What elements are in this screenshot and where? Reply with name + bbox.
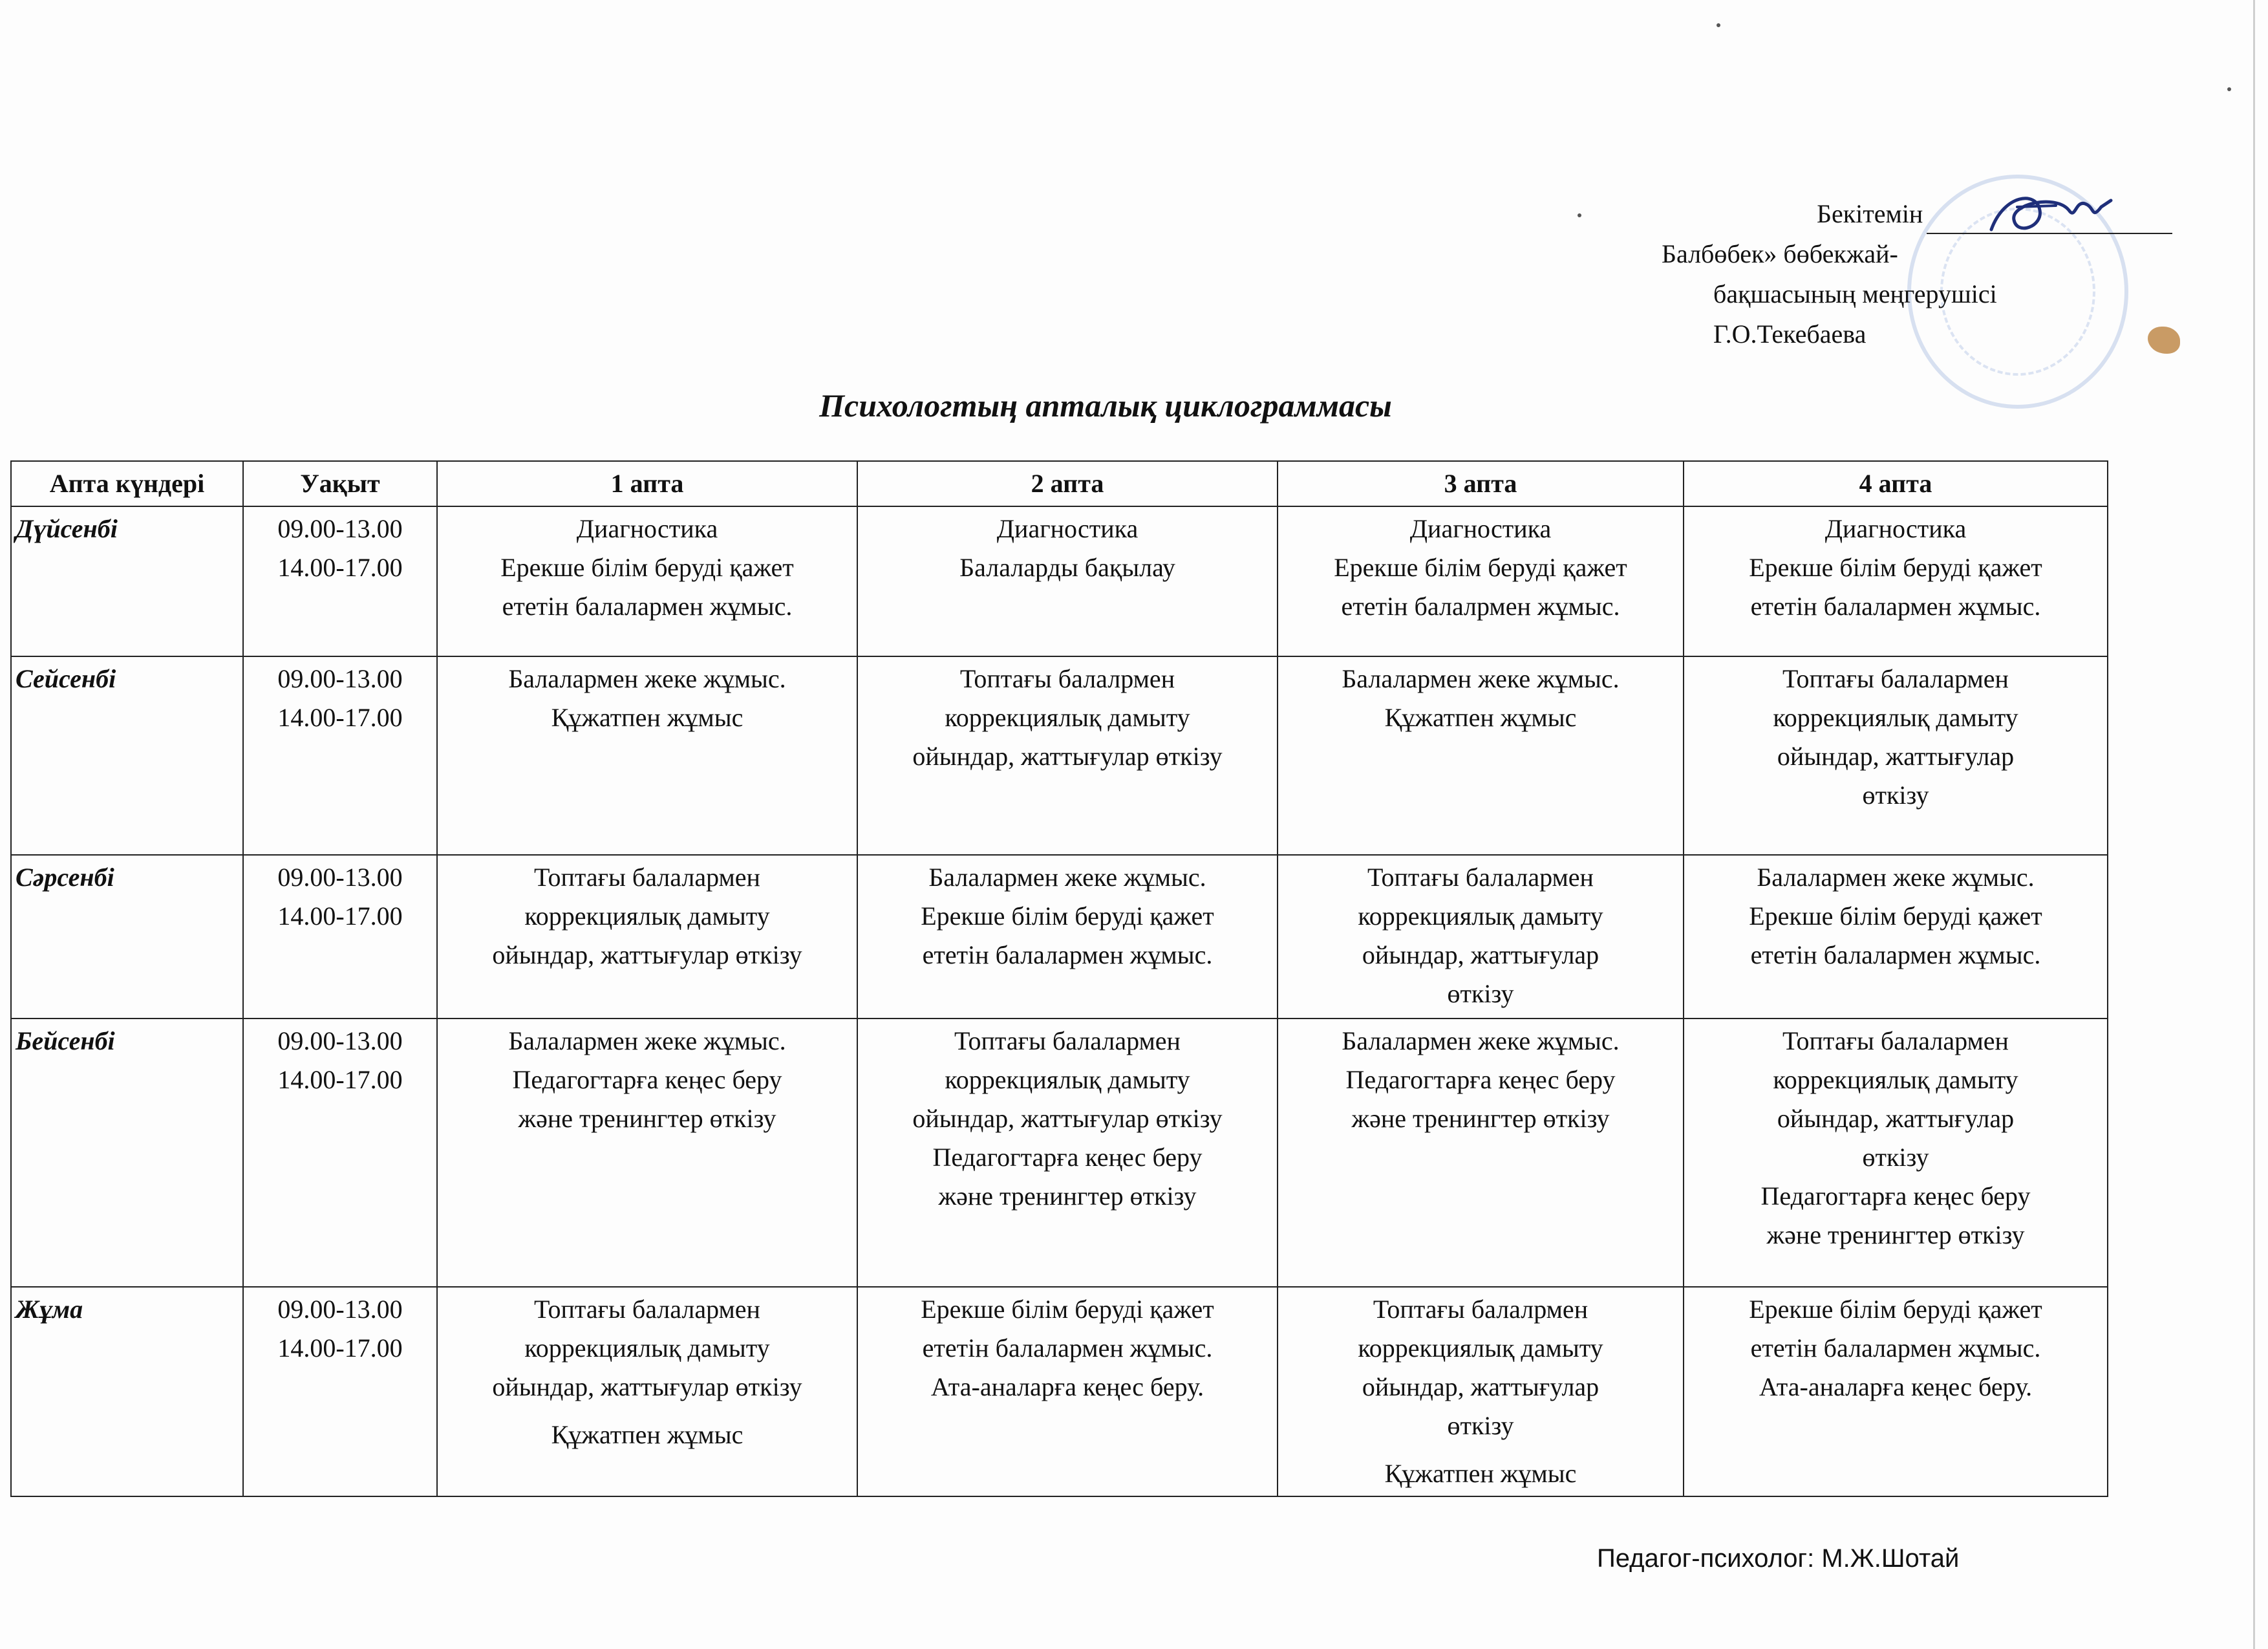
activity-line: Ерекше білім беруді қажет <box>1749 553 2042 582</box>
activity-line: коррекциялық дамыту <box>524 901 770 931</box>
activity-line: Топтағы балалармен <box>534 863 760 892</box>
activity-cell <box>857 656 1278 855</box>
activity-cell <box>437 656 857 855</box>
activity-line: ететін балалармен жұмыс. <box>1750 940 2041 969</box>
time-afternoon: 14.00-17.00 <box>277 553 403 582</box>
activity-cell <box>1278 1287 1684 1496</box>
table-header-row <box>11 461 2108 506</box>
signature-line <box>1927 207 2172 234</box>
header-cell: 2 апта <box>857 461 1278 506</box>
activity-line: және тренингтер өткізу <box>938 1181 1197 1211</box>
time-morning: 09.00-13.00 <box>277 514 403 543</box>
activity-line: Балалармен жеке жұмыс. <box>1757 863 2035 892</box>
activity-line: Ата-аналарға кеңес беру. <box>1759 1372 2033 1401</box>
activity-line: Балаларды бақылау <box>959 553 1175 582</box>
activity-cell <box>1278 506 1684 656</box>
activity-line: Педагогтарға кеңес беру <box>1345 1065 1616 1094</box>
activity-cell <box>1278 656 1684 855</box>
time-afternoon: 14.00-17.00 <box>277 901 403 931</box>
activity-line: Құжатпен жұмыс <box>1384 703 1577 732</box>
approval-name: Г.О.Текебаева <box>1713 319 1867 349</box>
table-row <box>11 506 2108 656</box>
activity-line: ететін балалармен жұмыс. <box>922 940 1213 969</box>
approval-position: бақшасының меңгерушісі <box>1713 279 1997 308</box>
activity-line: ойындар, жаттығулар <box>1777 742 2015 771</box>
activity-line: өткізу <box>1862 781 1929 810</box>
time-morning: 09.00-13.00 <box>277 1026 403 1055</box>
activity-line: коррекциялық дамыту <box>1773 703 2018 732</box>
activity-cell <box>1278 1018 1684 1287</box>
table-row <box>11 656 2108 855</box>
time-cell <box>243 1018 437 1287</box>
activity-cell <box>437 1018 857 1287</box>
approval-block <box>1616 194 2198 354</box>
activity-cell <box>857 855 1278 1018</box>
activity-line: Ерекше білім беруді қажет <box>1749 1295 2042 1324</box>
table-row <box>11 1287 2108 1496</box>
activity-line: коррекциялық дамыту <box>1358 1333 1603 1363</box>
header-cell: 1 апта <box>437 461 857 506</box>
activity-line: Топтағы балалармен <box>534 1295 760 1324</box>
time-morning: 09.00-13.00 <box>277 1295 403 1324</box>
activity-line: коррекциялық дамыту <box>524 1333 770 1363</box>
activity-line: және тренингтер өткізу <box>518 1104 776 1133</box>
activity-line: ойындар, жаттығулар өткізу <box>912 1104 1223 1133</box>
scan-speck <box>2227 87 2231 91</box>
activity-line: Құжатпен жұмыс <box>551 703 744 732</box>
activity-cell <box>437 855 857 1018</box>
day-cell: Дүйсенбі <box>11 506 243 656</box>
activity-line: ойындар, жаттығулар өткізу <box>912 742 1223 771</box>
activity-cell <box>857 1018 1278 1287</box>
activity-line: ойындар, жаттығулар <box>1362 940 1599 969</box>
activity-line: Педагогтарға кеңес беру <box>932 1143 1203 1172</box>
header-cell: 4 апта <box>1684 461 2108 506</box>
activity-line: Педагогтарға кеңес беру <box>512 1065 782 1094</box>
time-cell <box>243 656 437 855</box>
header-cell: 3 апта <box>1278 461 1684 506</box>
activity-line: өткізу <box>1447 979 1514 1008</box>
activity-line: Құжатпен жұмыс <box>551 1420 744 1449</box>
activity-line: және тренингтер өткізу <box>1766 1220 2025 1249</box>
time-cell <box>243 855 437 1018</box>
table-row <box>11 1018 2108 1287</box>
activity-line: ететін балалармен жұмыс. <box>502 592 793 621</box>
activity-cell <box>1684 1018 2108 1287</box>
time-cell <box>243 506 437 656</box>
activity-line: коррекциялық дамыту <box>1773 1065 2018 1094</box>
activity-line: Диагностика <box>576 514 718 543</box>
activity-cell <box>437 506 857 656</box>
day-cell: Бейсенбі <box>11 1018 243 1287</box>
document-title: Психологтың апталық циклограммасы <box>819 387 1392 424</box>
activity-line: Топтағы балалрмен <box>1373 1295 1589 1324</box>
table-row <box>11 855 2108 1018</box>
activity-line: Ата-аналарға кеңес беру. <box>930 1372 1204 1401</box>
activity-cell <box>857 1287 1278 1496</box>
activity-line: Ерекше білім беруді қажет <box>921 1295 1214 1324</box>
activity-line: ететін балалармен жұмыс. <box>1750 592 2041 621</box>
activity-line: Балалармен жеке жұмыс. <box>508 664 786 693</box>
activity-cell <box>1684 1287 2108 1496</box>
activity-line: ойындар, жаттығулар <box>1362 1372 1599 1401</box>
activity-line: ойындар, жаттығулар <box>1777 1104 2015 1133</box>
activity-cell <box>437 1287 857 1496</box>
activity-line: Балалармен жеке жұмыс. <box>1342 1026 1620 1055</box>
time-afternoon: 14.00-17.00 <box>277 703 403 732</box>
activity-cell <box>1684 855 2108 1018</box>
header-cell: Апта күндері <box>11 461 243 506</box>
scan-speck <box>1578 213 1581 217</box>
activity-line: Құжатпен жұмыс <box>1384 1459 1577 1488</box>
activity-line: ететін балалармен жұмыс. <box>922 1333 1213 1363</box>
activity-line: Балалармен жеке жұмыс. <box>1342 664 1620 693</box>
time-afternoon: 14.00-17.00 <box>277 1065 403 1094</box>
activity-line: Топтағы балалрмен <box>959 664 1175 693</box>
activity-line: Ерекше білім беруді қажет <box>1749 901 2042 931</box>
header-cell: Уақыт <box>243 461 437 506</box>
activity-line: Топтағы балалармен <box>1367 863 1594 892</box>
day-cell: Сейсенбі <box>11 656 243 855</box>
activity-line: коррекциялық дамыту <box>945 703 1190 732</box>
activity-cell <box>1684 656 2108 855</box>
activity-cell <box>1278 855 1684 1018</box>
day-cell: Жұма <box>11 1287 243 1496</box>
scan-edge-line <box>2253 0 2255 1649</box>
activity-line: ететін балалрмен жұмыс. <box>1341 592 1620 621</box>
activity-line: ететін балалармен жұмыс. <box>1750 1333 2041 1363</box>
activity-line: коррекциялық дамыту <box>1358 901 1603 931</box>
schedule-table <box>10 460 2108 1497</box>
activity-line: өткізу <box>1447 1411 1514 1440</box>
activity-line: Топтағы балалармен <box>954 1026 1181 1055</box>
time-afternoon: 14.00-17.00 <box>277 1333 403 1363</box>
day-cell: Сәрсенбі <box>11 855 243 1018</box>
activity-cell <box>857 506 1278 656</box>
activity-line: Диагностика <box>1824 514 1967 543</box>
activity-line: және тренингтер өткізу <box>1351 1104 1610 1133</box>
scan-speck <box>1717 23 1720 27</box>
time-morning: 09.00-13.00 <box>277 664 403 693</box>
activity-line: өткізу <box>1862 1143 1929 1172</box>
approval-label: Бекітемін <box>1817 199 1923 228</box>
time-cell <box>243 1287 437 1496</box>
activity-line: коррекциялық дамыту <box>945 1065 1190 1094</box>
activity-line: Балалармен жеке жұмыс. <box>928 863 1206 892</box>
activity-line: ойындар, жаттығулар өткізу <box>492 940 802 969</box>
activity-line: Ерекше білім беруді қажет <box>921 901 1214 931</box>
activity-line: Балалармен жеке жұмыс. <box>508 1026 786 1055</box>
time-morning: 09.00-13.00 <box>277 863 403 892</box>
activity-cell <box>1684 506 2108 656</box>
footer-signature: Педагог-психолог: М.Ж.Шотай <box>1597 1544 1960 1573</box>
activity-line: Топтағы балалармен <box>1782 1026 2009 1055</box>
activity-line: Топтағы балалармен <box>1782 664 2009 693</box>
activity-line: Диагностика <box>996 514 1139 543</box>
activity-line: Педагогтарға кеңес беру <box>1760 1181 2031 1211</box>
approval-organization: Балбөбек» бөбекжай- <box>1662 239 1898 268</box>
activity-line: Ерекше білім беруді қажет <box>1334 553 1627 582</box>
activity-line: Диагностика <box>1409 514 1552 543</box>
activity-line: ойындар, жаттығулар өткізу <box>492 1372 802 1401</box>
activity-line: Ерекше білім беруді қажет <box>500 553 794 582</box>
